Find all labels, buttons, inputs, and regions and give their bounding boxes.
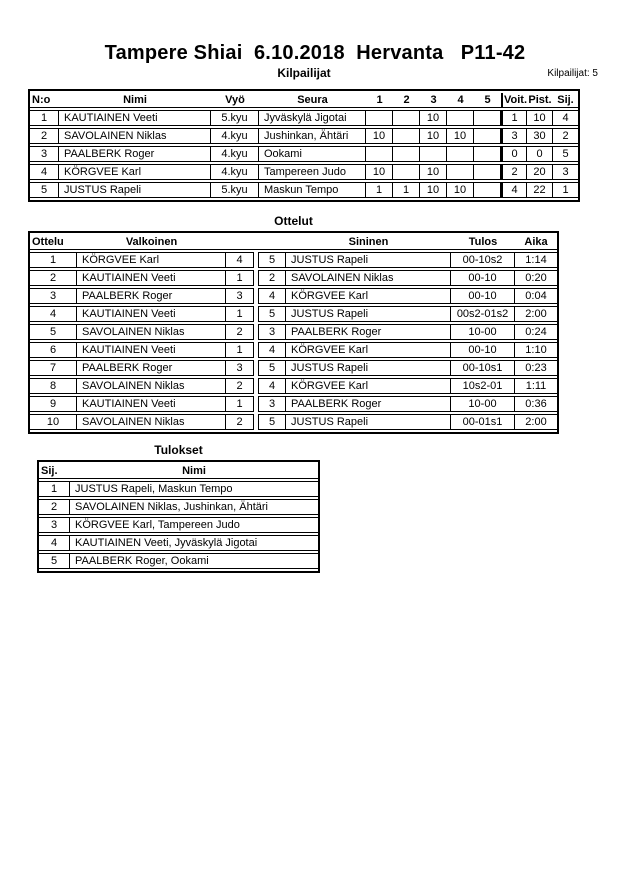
white-player-number: 1 [226,270,254,286]
wins-cell: 4 [501,182,527,198]
competitor-number: 3 [30,146,59,162]
competitor-club: Ookami [259,146,366,162]
match-number: 7 [30,360,77,376]
header-opponent-3: 3 [420,93,447,108]
match-number: 10 [30,414,77,430]
table-row [30,182,578,198]
white-player-name: KAUTIAINEN Veeti [77,342,226,358]
competitor-belt: 4.kyu [211,146,259,162]
white-player-number: 2 [226,414,254,430]
competitor-name: SAVOLAINEN Niklas [59,128,211,144]
result-place: 4 [39,535,70,551]
score-vs-1: 10 [366,164,393,180]
match-number: 6 [30,342,77,358]
score-vs-3: 10 [420,110,447,126]
result-name: SAVOLAINEN Niklas, Jushinkan, Ähtäri [70,499,318,515]
blue-player-number: 4 [258,378,286,394]
competitor-club: Jyväskylä Jigotai [259,110,366,126]
section-title-tulokset: Tulokset [154,443,203,457]
blue-player-number: 3 [258,324,286,340]
blue-player-number: 5 [258,360,286,376]
white-player-name: SAVOLAINEN Niklas [77,414,226,430]
match-result: 00-10 [451,288,515,304]
result-name: KÖRGVEE Karl, Tampereen Judo [70,517,318,533]
competitors-table-border [28,89,580,202]
score-vs-2 [393,146,420,162]
blue-player-name: JUSTUS Rapeli [286,252,451,268]
header-valkoinen: Valkoinen [77,235,226,250]
match-time: 2:00 [515,306,557,322]
match-time: 0:23 [515,360,557,376]
points-cell: 30 [527,128,553,144]
blue-player-number: 4 [258,288,286,304]
score-vs-2: 1 [393,182,420,198]
place-cell: 2 [553,128,578,144]
score-vs-4 [447,110,474,126]
table-row [30,378,557,394]
white-player-name: KAUTIAINEN Veeti [77,306,226,322]
white-player-name: SAVOLAINEN Niklas [77,324,226,340]
header-result-nimi: Nimi [70,464,318,479]
competitor-name: PAALBERK Roger [59,146,211,162]
table-row [30,110,578,126]
wins-cell: 1 [501,110,527,126]
score-vs-3: 10 [420,164,447,180]
place-cell: 1 [553,182,578,198]
results-table-border [37,460,320,573]
header-aika: Aika [515,235,557,250]
white-player-number: 1 [226,342,254,358]
table-row [30,128,578,144]
table-row [30,324,557,340]
result-name: JUSTUS Rapeli, Maskun Tempo [70,481,318,497]
match-number: 9 [30,396,77,412]
score-vs-4 [447,146,474,162]
blue-player-name: JUSTUS Rapeli [286,306,451,322]
competitor-number: 5 [30,182,59,198]
score-vs-5 [474,110,501,126]
match-time: 2:00 [515,414,557,430]
blue-player-number: 3 [258,396,286,412]
competitor-belt: 5.kyu [211,110,259,126]
header-nimi: Nimi [59,93,211,108]
header-opponent-2: 2 [393,93,420,108]
white-player-name: PAALBERK Roger [77,360,226,376]
match-time: 0:24 [515,324,557,340]
blue-player-name: KÖRGVEE Karl [286,288,451,304]
points-cell: 22 [527,182,553,198]
header-white-number-spacer [226,235,254,250]
header-opponent-5: 5 [474,93,501,108]
match-result: 10-00 [451,324,515,340]
blue-player-name: JUSTUS Rapeli [286,414,451,430]
table-row [30,306,557,322]
match-time: 1:11 [515,378,557,394]
match-result: 10s2-01 [451,378,515,394]
header-no: N:o [30,93,59,108]
table-row [39,499,318,515]
match-number: 4 [30,306,77,322]
white-player-number: 3 [226,360,254,376]
header-opponent-1: 1 [366,93,393,108]
blue-player-number: 5 [258,414,286,430]
match-number: 8 [30,378,77,394]
result-place: 5 [39,553,70,569]
blue-player-name: KÖRGVEE Karl [286,378,451,394]
score-vs-2 [393,164,420,180]
table-row [30,360,557,376]
header-pist: Pist. [528,94,552,106]
white-player-name: PAALBERK Roger [77,288,226,304]
score-vs-4: 10 [447,128,474,144]
table-row [39,535,318,551]
score-vs-3: 10 [420,182,447,198]
white-player-number: 2 [226,324,254,340]
header-vyo: Vyö [211,93,259,108]
competitor-belt: 4.kyu [211,128,259,144]
result-name: PAALBERK Roger, Ookami [70,553,318,569]
score-vs-1 [366,146,393,162]
match-time: 0:04 [515,288,557,304]
score-vs-5 [474,164,501,180]
blue-player-name: PAALBERK Roger [286,396,451,412]
header-sininen: Sininen [286,235,451,250]
score-vs-4 [447,164,474,180]
table-row [39,481,318,497]
score-vs-1: 1 [366,182,393,198]
match-result: 00-10 [451,270,515,286]
competitor-count-label: Kilpailijat: 5 [547,68,598,79]
table-row [30,288,557,304]
white-player-number: 4 [226,252,254,268]
place-cell: 4 [553,110,578,126]
results-table [39,462,318,571]
match-number: 2 [30,270,77,286]
blue-player-number: 2 [258,270,286,286]
competitor-number: 2 [30,128,59,144]
header-result-sij: Sij. [39,464,70,479]
match-result: 00-10s1 [451,360,515,376]
match-result: 00s2-01s2 [451,306,515,322]
blue-player-name: JUSTUS Rapeli [286,360,451,376]
match-number: 1 [30,252,77,268]
match-time: 1:10 [515,342,557,358]
competitor-number: 4 [30,164,59,180]
result-place: 1 [39,481,70,497]
wins-cell: 2 [501,164,527,180]
score-vs-3 [420,146,447,162]
white-player-name: KAUTIAINEN Veeti [77,270,226,286]
result-name: KAUTIAINEN Veeti, Jyväskylä Jigotai [70,535,318,551]
score-vs-1 [366,110,393,126]
header-voit: Voit. [501,93,527,108]
white-player-name: KÖRGVEE Karl [77,252,226,268]
blue-player-name: KÖRGVEE Karl [286,342,451,358]
matches-header-row [30,235,557,250]
match-result: 00-10 [451,342,515,358]
competitor-club: Jushinkan, Ähtäri [259,128,366,144]
match-result: 00-10s2 [451,252,515,268]
table-row [30,270,557,286]
place-cell: 3 [553,164,578,180]
section-title-ottelut: Ottelut [274,214,313,228]
header-opponent-4: 4 [447,93,474,108]
score-vs-1: 10 [366,128,393,144]
result-place: 3 [39,517,70,533]
blue-player-number: 5 [258,252,286,268]
match-time: 0:36 [515,396,557,412]
wins-cell: 0 [501,146,527,162]
header-blue-number-spacer [258,235,286,250]
table-row [30,252,557,268]
score-vs-2 [393,110,420,126]
place-cell: 5 [553,146,578,162]
match-result: 10-00 [451,396,515,412]
table-row [39,553,318,569]
section-title-kilpailijat: Kilpailijat [277,66,331,80]
match-result: 00-01s1 [451,414,515,430]
score-vs-5 [474,146,501,162]
header-ottelu: Ottelu [30,235,77,250]
white-player-number: 3 [226,288,254,304]
match-number: 3 [30,288,77,304]
match-time: 1:14 [515,252,557,268]
blue-player-number: 5 [258,306,286,322]
header-sij: Sij. [553,93,578,108]
white-player-number: 2 [226,378,254,394]
table-row [39,517,318,533]
competitor-name: KÖRGVEE Karl [59,164,211,180]
table-row [30,414,557,430]
match-time: 0:20 [515,270,557,286]
competitor-club: Maskun Tempo [259,182,366,198]
white-player-name: KAUTIAINEN Veeti [77,396,226,412]
score-vs-3: 10 [420,128,447,144]
competitor-name: KAUTIAINEN Veeti [59,110,211,126]
white-player-name: SAVOLAINEN Niklas [77,378,226,394]
points-cell: 10 [527,110,553,126]
score-vs-4: 10 [447,182,474,198]
competitor-belt: 4.kyu [211,164,259,180]
competitor-number: 1 [30,110,59,126]
competitors-table [30,91,578,200]
blue-player-name: SAVOLAINEN Niklas [286,270,451,286]
competitor-belt: 5.kyu [211,182,259,198]
table-row [30,146,578,162]
white-player-number: 1 [226,306,254,322]
header-tulos: Tulos [451,235,515,250]
competitor-club: Tampereen Judo [259,164,366,180]
score-vs-5 [474,182,501,198]
blue-player-name: PAALBERK Roger [286,324,451,340]
table-row [30,342,557,358]
table-row [30,396,557,412]
blue-player-number: 4 [258,342,286,358]
points-cell: 0 [527,146,553,162]
wins-cell: 3 [501,128,527,144]
points-cell: 20 [527,164,553,180]
page-title: Tampere Shiai 6.10.2018 Hervanta P11-42 [104,42,526,64]
match-number: 5 [30,324,77,340]
white-player-number: 1 [226,396,254,412]
results-header-row [39,464,318,479]
result-place: 2 [39,499,70,515]
table-row [30,164,578,180]
matches-table [30,233,557,432]
header-seura: Seura [259,93,366,108]
matches-table-border [28,231,559,434]
score-vs-5 [474,128,501,144]
competitor-name: JUSTUS Rapeli [59,182,211,198]
competitors-header-row [30,93,578,108]
score-vs-2 [393,128,420,144]
